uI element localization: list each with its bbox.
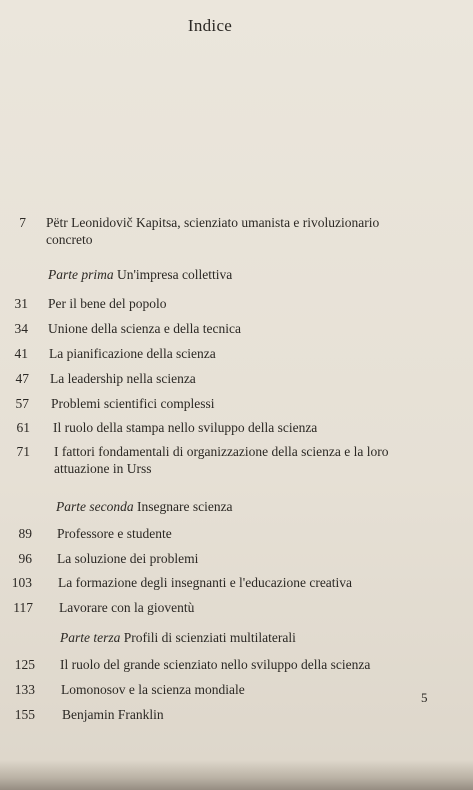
toc-title: Pëtr Leonidovič Kapitsa, scienziato umanista e rivoluzionario concreto bbox=[46, 215, 380, 247]
toc-page-number: 117 bbox=[13, 600, 33, 615]
toc-page-number: 57 bbox=[15, 396, 29, 411]
toc-title: Lomonosov e la scienza mondiale bbox=[61, 682, 245, 697]
part-label: Parte prima bbox=[48, 267, 114, 282]
toc-title: Unione della scienza e della tecnica bbox=[48, 321, 242, 336]
toc-page-number: 103 bbox=[11, 575, 32, 590]
toc-page-number: 96 bbox=[18, 551, 32, 566]
part-title: Insegnare scienza bbox=[136, 499, 233, 514]
toc-page-number: 89 bbox=[18, 526, 32, 541]
toc-title: Il ruolo del grande scienziato nello sviluppo della scienza bbox=[60, 657, 371, 672]
toc-page-number: 125 bbox=[14, 657, 35, 672]
toc-title: Per il bene del popolo bbox=[48, 296, 167, 311]
toc-page-number: 47 bbox=[15, 371, 29, 386]
toc-title: Il ruolo della stampa nello sviluppo della scienza bbox=[53, 420, 318, 435]
toc-page-number: 7 bbox=[19, 215, 26, 230]
page-title: Indice bbox=[187, 16, 233, 35]
toc-title: La formazione degli insegnanti e l'educazione creativa bbox=[58, 575, 353, 590]
page-edge-shadow bbox=[0, 760, 473, 790]
toc-page-number: 31 bbox=[14, 296, 28, 311]
part-title: Un'impresa collettiva bbox=[117, 267, 233, 282]
toc-title: La soluzione dei problemi bbox=[57, 551, 199, 566]
toc-page-number: 34 bbox=[14, 321, 28, 336]
toc-title: Benjamin Franklin bbox=[62, 707, 164, 722]
page-number: 5 bbox=[421, 690, 428, 705]
toc-title: La pianificazione della scienza bbox=[49, 346, 216, 361]
part-title: Profili di scienziati multilaterali bbox=[123, 630, 296, 645]
toc-page-number: 71 bbox=[16, 444, 30, 459]
toc-title: Problemi scientifici complessi bbox=[51, 396, 215, 411]
part-label: Parte seconda bbox=[56, 499, 134, 514]
toc-title: I fattori fondamentali di organizzazione della scienza e la loro attuazione in Urss bbox=[54, 444, 389, 476]
toc-title: Lavorare con la gioventù bbox=[59, 600, 195, 615]
toc-title: Professore e studente bbox=[57, 526, 172, 541]
toc-page-number: 61 bbox=[16, 420, 30, 435]
toc-title: La leadership nella scienza bbox=[50, 371, 196, 386]
part-label: Parte terza bbox=[60, 630, 121, 645]
toc-page-number: 133 bbox=[14, 682, 35, 697]
toc-page-number: 155 bbox=[14, 707, 35, 722]
toc-page-number: 41 bbox=[14, 346, 28, 361]
